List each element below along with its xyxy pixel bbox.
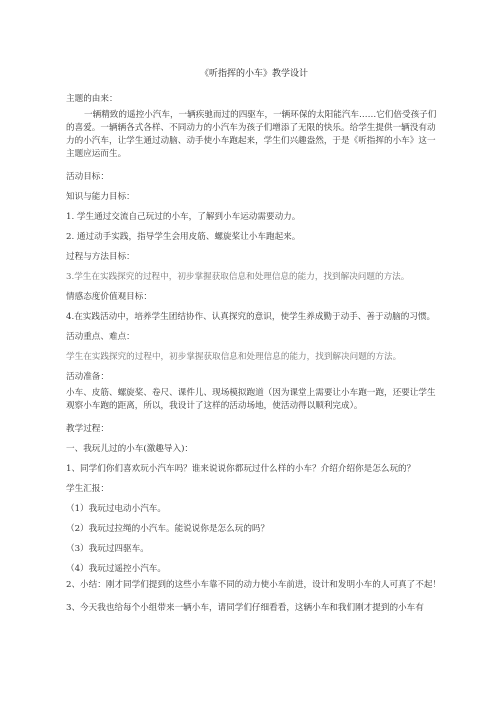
report-item-2: （2）我玩过拉绳的小汽车。能说说你是怎么玩的吗？ [66, 524, 270, 534]
student-report-label: 学生汇报： [66, 484, 109, 494]
heading-preparation: 活动准备： [66, 372, 109, 382]
paragraph-summary: 2、小结：刚才同学们提到的这些小车靠不同的动力使小车前进，设计和发明小车的人可真了不起！ [66, 580, 442, 590]
heading-process-steps: 教学过程： [66, 424, 109, 434]
step-3: 3、今天我也给每个小组带来一辆小车，请同学们仔细看看，这辆小车和我们刚才提到的小车有 [66, 603, 424, 613]
section-1-heading: 一、我玩儿过的小车(激趣导入)： [66, 444, 194, 454]
report-item-4: （4）我玩过遥控小汽车。 [66, 564, 166, 574]
document-title: 《听指挥的小车》教学设计 [199, 69, 308, 79]
paragraph-origin: 一辆精致的遥控小汽车，一辆疾驰而过的四驱车，一辆环保的太阳能汽车……它们倍受孩子们的喜爱。一辆辆各式各样、不同动力的小汽车为孩子们增添了无限的快乐。给学生提供一辆没有动力的小汽车，让学生通过动脑、动手使小车跑起来，学生们兴趣盎然，于是《听指挥的小车》这一主题应运而生。 [66, 110, 437, 159]
goal-item-1: 1. 学生通过交流自己玩过的小车，了解到小车运动需要动力。 [66, 212, 301, 222]
heading-process: 过程与方法目标： [66, 252, 135, 262]
paragraph-preparation: 小车、皮筋、螺旋桨、卷尺、课件儿、现场模拟跑道（因为课堂上需要让小车跑一跑，还要让学生观察小车跑的距离，所以，我设计了这样的活动场地，使活动得以顺利完成）。 [66, 388, 436, 411]
report-item-3: （3）我玩过四驱车。 [66, 544, 149, 554]
report-item-1: （1）我玩过电动小汽车。 [66, 504, 166, 514]
heading-key-points: 活动重点、难点： [66, 332, 135, 342]
goal-item-4: 4.在实践活动中，培养学生团结协作、认真探究的意识，使学生养成勤于动手、善于动脑的习惯。 [66, 312, 436, 322]
heading-attitude: 情感态度价值观目标： [66, 292, 152, 302]
goal-item-2: 2. 通过动手实践，指导学生会用皮筋、螺旋桨让小车跑起来。 [66, 232, 301, 242]
goal-item-3: 3.学生在实践探究的过程中，初步掌握获取信息和处理信息的能力，找到解决问题的方法。 [66, 272, 410, 282]
heading-origin: 主题的由来： [66, 94, 118, 104]
lesson-plan [66, 68, 442, 618]
key-points-text: 学生在实践探究的过程中，初步掌握获取信息和处理信息的能力，找到解决问题的方法。 [66, 352, 402, 362]
heading-goals: 活动目标： [66, 172, 109, 182]
step-1: 1、同学们你们喜欢玩小汽车吗？谁来说说你都玩过什么样的小车？介绍介绍你是怎么玩的？ [66, 464, 416, 474]
heading-knowledge: 知识与能力目标： [66, 192, 135, 202]
